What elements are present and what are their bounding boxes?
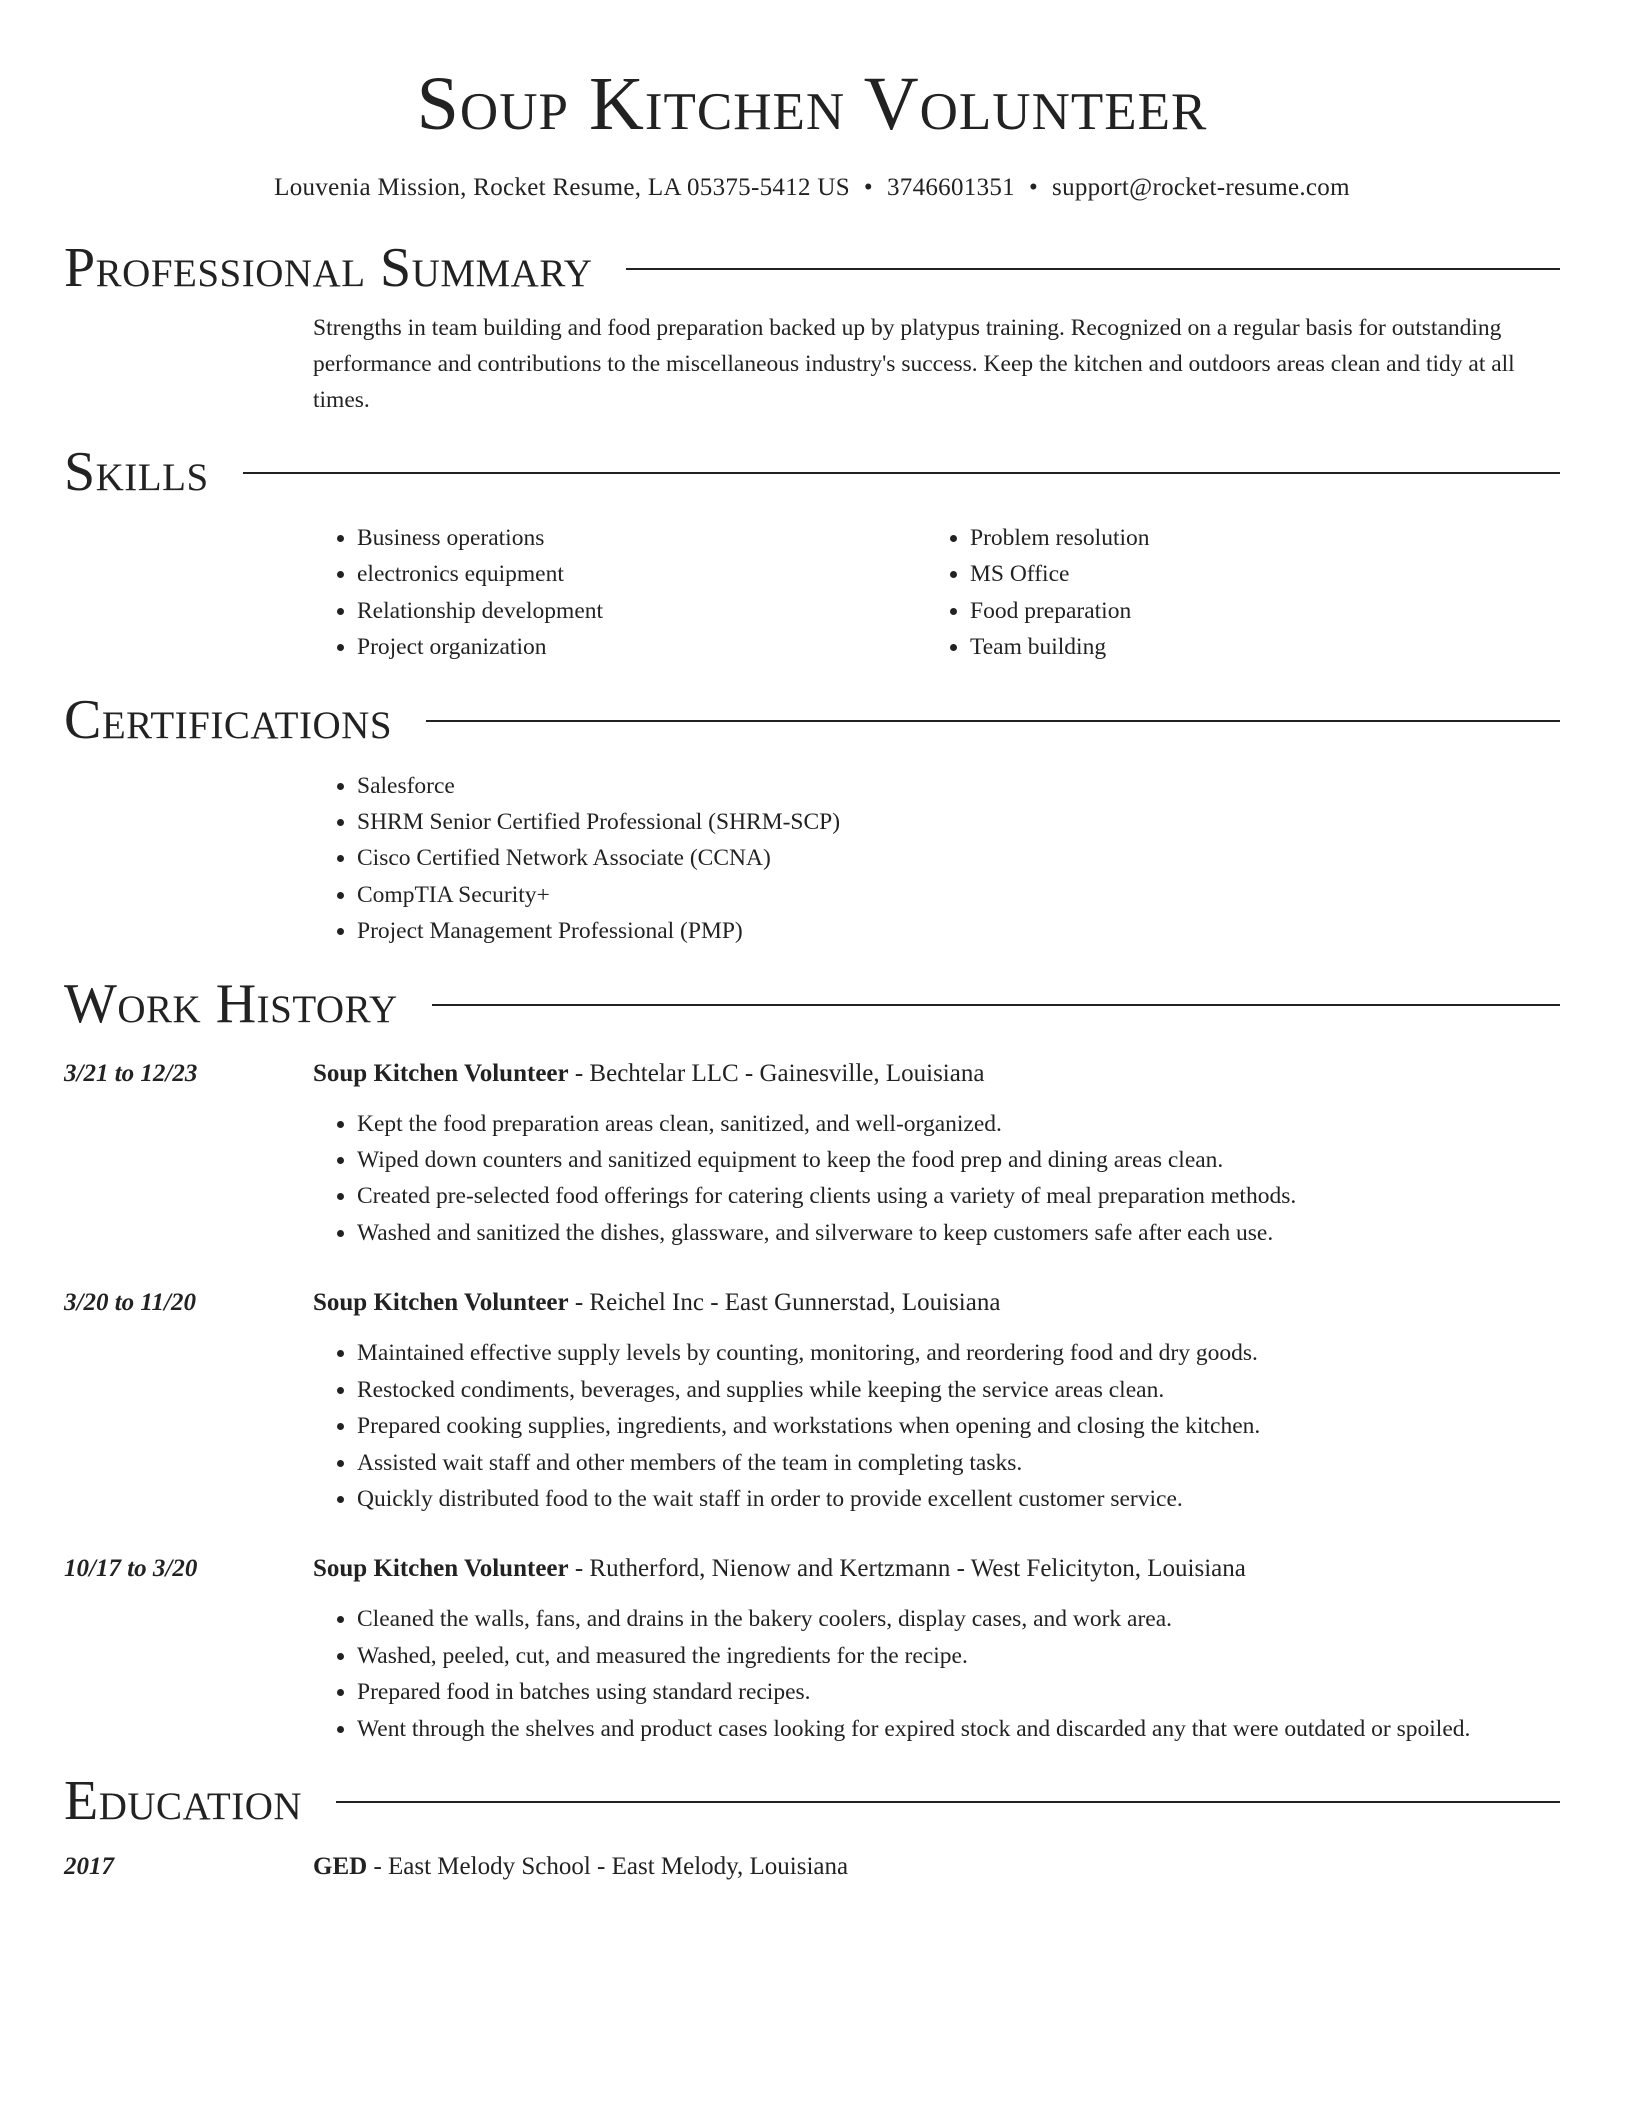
section-title-work-history: Work History [64, 972, 398, 1035]
job-duty-item: • Washed, peeled, cut, and measured the ingredients for the recipe. [357, 1638, 1560, 1674]
education-entry [64, 1851, 1560, 1883]
certification-item: • Project Management Professional (PMP) [357, 913, 1560, 949]
job-title: Soup Kitchen Volunteer [313, 1555, 569, 1583]
job-entry [64, 1553, 1560, 1747]
summary-section [313, 310, 1560, 418]
section-title-education: Education [64, 1769, 303, 1832]
job-entry [64, 1058, 1560, 1252]
skill-item: • Food preparation [970, 593, 1539, 629]
job-duties [313, 1106, 1560, 1252]
job-duty-item: • Went through the shelves and product cases looking for expired stock and discarded any that were outdated or spoiled. [357, 1711, 1560, 1747]
job-duty-item: • Restocked condiments, beverages, and supplies while keeping the service areas clean. [357, 1372, 1560, 1408]
address: Louvenia Mission, Rocket Resume, LA 05375-5412 US [274, 174, 850, 201]
job-dates: 3/21 to 12/23 [64, 1059, 198, 1087]
section-divider [626, 268, 1560, 270]
skill-item: • Project organization [357, 629, 926, 665]
skills-column-left [313, 520, 926, 666]
skill-item: • Team building [970, 629, 1539, 665]
job-entry [64, 1287, 1560, 1517]
certification-item: • Cisco Certified Network Associate (CCNA) [357, 840, 1560, 876]
skill-item: • electronics equipment [357, 556, 926, 592]
certifications-section-header [64, 688, 1560, 752]
section-title-summary: Professional Summary [64, 237, 593, 299]
skills-section-header [64, 440, 1560, 504]
contact-line [64, 172, 1560, 204]
education-header [64, 1851, 1560, 1883]
job-header [64, 1553, 1560, 1585]
section-divider [336, 1801, 1560, 1803]
job-duty-item: • Wiped down counters and sanitized equipment to keep the food prep and dining areas clean. [357, 1142, 1560, 1178]
skills-column-right [926, 520, 1539, 666]
job-employer-location: - Bechtelar LLC - Gainesville, Louisiana [568, 1059, 985, 1087]
summary-section-header [64, 236, 1560, 300]
job-title: Soup Kitchen Volunteer [313, 1059, 569, 1087]
job-duty-item: • Kept the food preparation areas clean, sanitized, and well-organized. [357, 1106, 1560, 1142]
job-employer-location: - Reichel Inc - East Gunnerstad, Louisiana [568, 1289, 1001, 1317]
job-dates: 10/17 to 3/20 [64, 1555, 198, 1583]
job-duty-item: • Cleaned the walls, fans, and drains in the bakery coolers, display cases, and work area. [357, 1601, 1560, 1637]
job-duty-item: • Maintained effective supply levels by counting, monitoring, and reordering food and dry goods. [357, 1335, 1560, 1371]
job-header [64, 1287, 1560, 1319]
job-duties [313, 1335, 1560, 1517]
certification-item: • CompTIA Security+ [357, 877, 1560, 913]
summary-text: Strengths in team building and food preparation backed up by platypus training. Recognized on a regular basis for outstanding performance and contributions to the miscellaneous industry's success. Keep the kitchen and outdoors areas clean and tidy at all times. [313, 315, 1515, 413]
work-history-section-header [64, 972, 1560, 1036]
skills-list [313, 520, 1560, 666]
job-duty-item: • Washed and sanitized the dishes, glassware, and silverware to keep customers safe after each use. [357, 1215, 1560, 1251]
candidate-name: Soup Kitchen Volunteer [416, 62, 1208, 146]
section-title-skills: Skills [64, 441, 209, 503]
certifications-list [313, 768, 1560, 950]
skill-item: • Problem resolution [970, 520, 1539, 556]
separator-bullet: • [1028, 174, 1039, 201]
job-duties [313, 1601, 1560, 1747]
skill-item: • Relationship development [357, 593, 926, 629]
job-duty-item: • Quickly distributed food to the wait staff in order to provide excellent customer service. [357, 1481, 1560, 1517]
job-duty-item: • Prepared food in batches using standard recipes. [357, 1674, 1560, 1710]
certification-item: • Salesforce [357, 768, 1560, 804]
job-duty-item: • Prepared cooking supplies, ingredients, and workstations when opening and closing the kitchen. [357, 1408, 1560, 1444]
job-employer-location: - Rutherford, Nienow and Kertzmann - West Felicityton, Louisiana [568, 1555, 1246, 1583]
resume-page [64, 0, 1560, 1883]
education-section-header [64, 1769, 1560, 1833]
education-year: 2017 [64, 1852, 114, 1880]
job-duty-item: • Assisted wait staff and other members of the team in completing tasks. [357, 1445, 1560, 1481]
job-header [64, 1058, 1560, 1090]
job-title: Soup Kitchen Volunteer [313, 1289, 569, 1317]
phone: 3746601351 [886, 174, 1015, 201]
email-link[interactable]: support@rocket-resume.com [1052, 174, 1350, 201]
certification-item: • SHRM Senior Certified Professional (SHRM-SCP) [357, 804, 1560, 840]
section-divider [432, 1004, 1560, 1006]
school-location: - East Melody School - East Melody, Louisiana [367, 1852, 849, 1880]
skill-item: • Business operations [357, 520, 926, 556]
job-duty-item: • Created pre-selected food offerings for catering clients using a variety of meal preparation methods. [357, 1178, 1560, 1214]
section-divider [243, 472, 1560, 474]
degree: GED [313, 1852, 368, 1880]
separator-bullet: • [863, 174, 873, 201]
job-dates: 3/20 to 11/20 [64, 1289, 196, 1317]
section-divider [426, 720, 1560, 722]
section-title-certifications: Certifications [64, 688, 393, 751]
skill-item: • MS Office [970, 556, 1539, 592]
